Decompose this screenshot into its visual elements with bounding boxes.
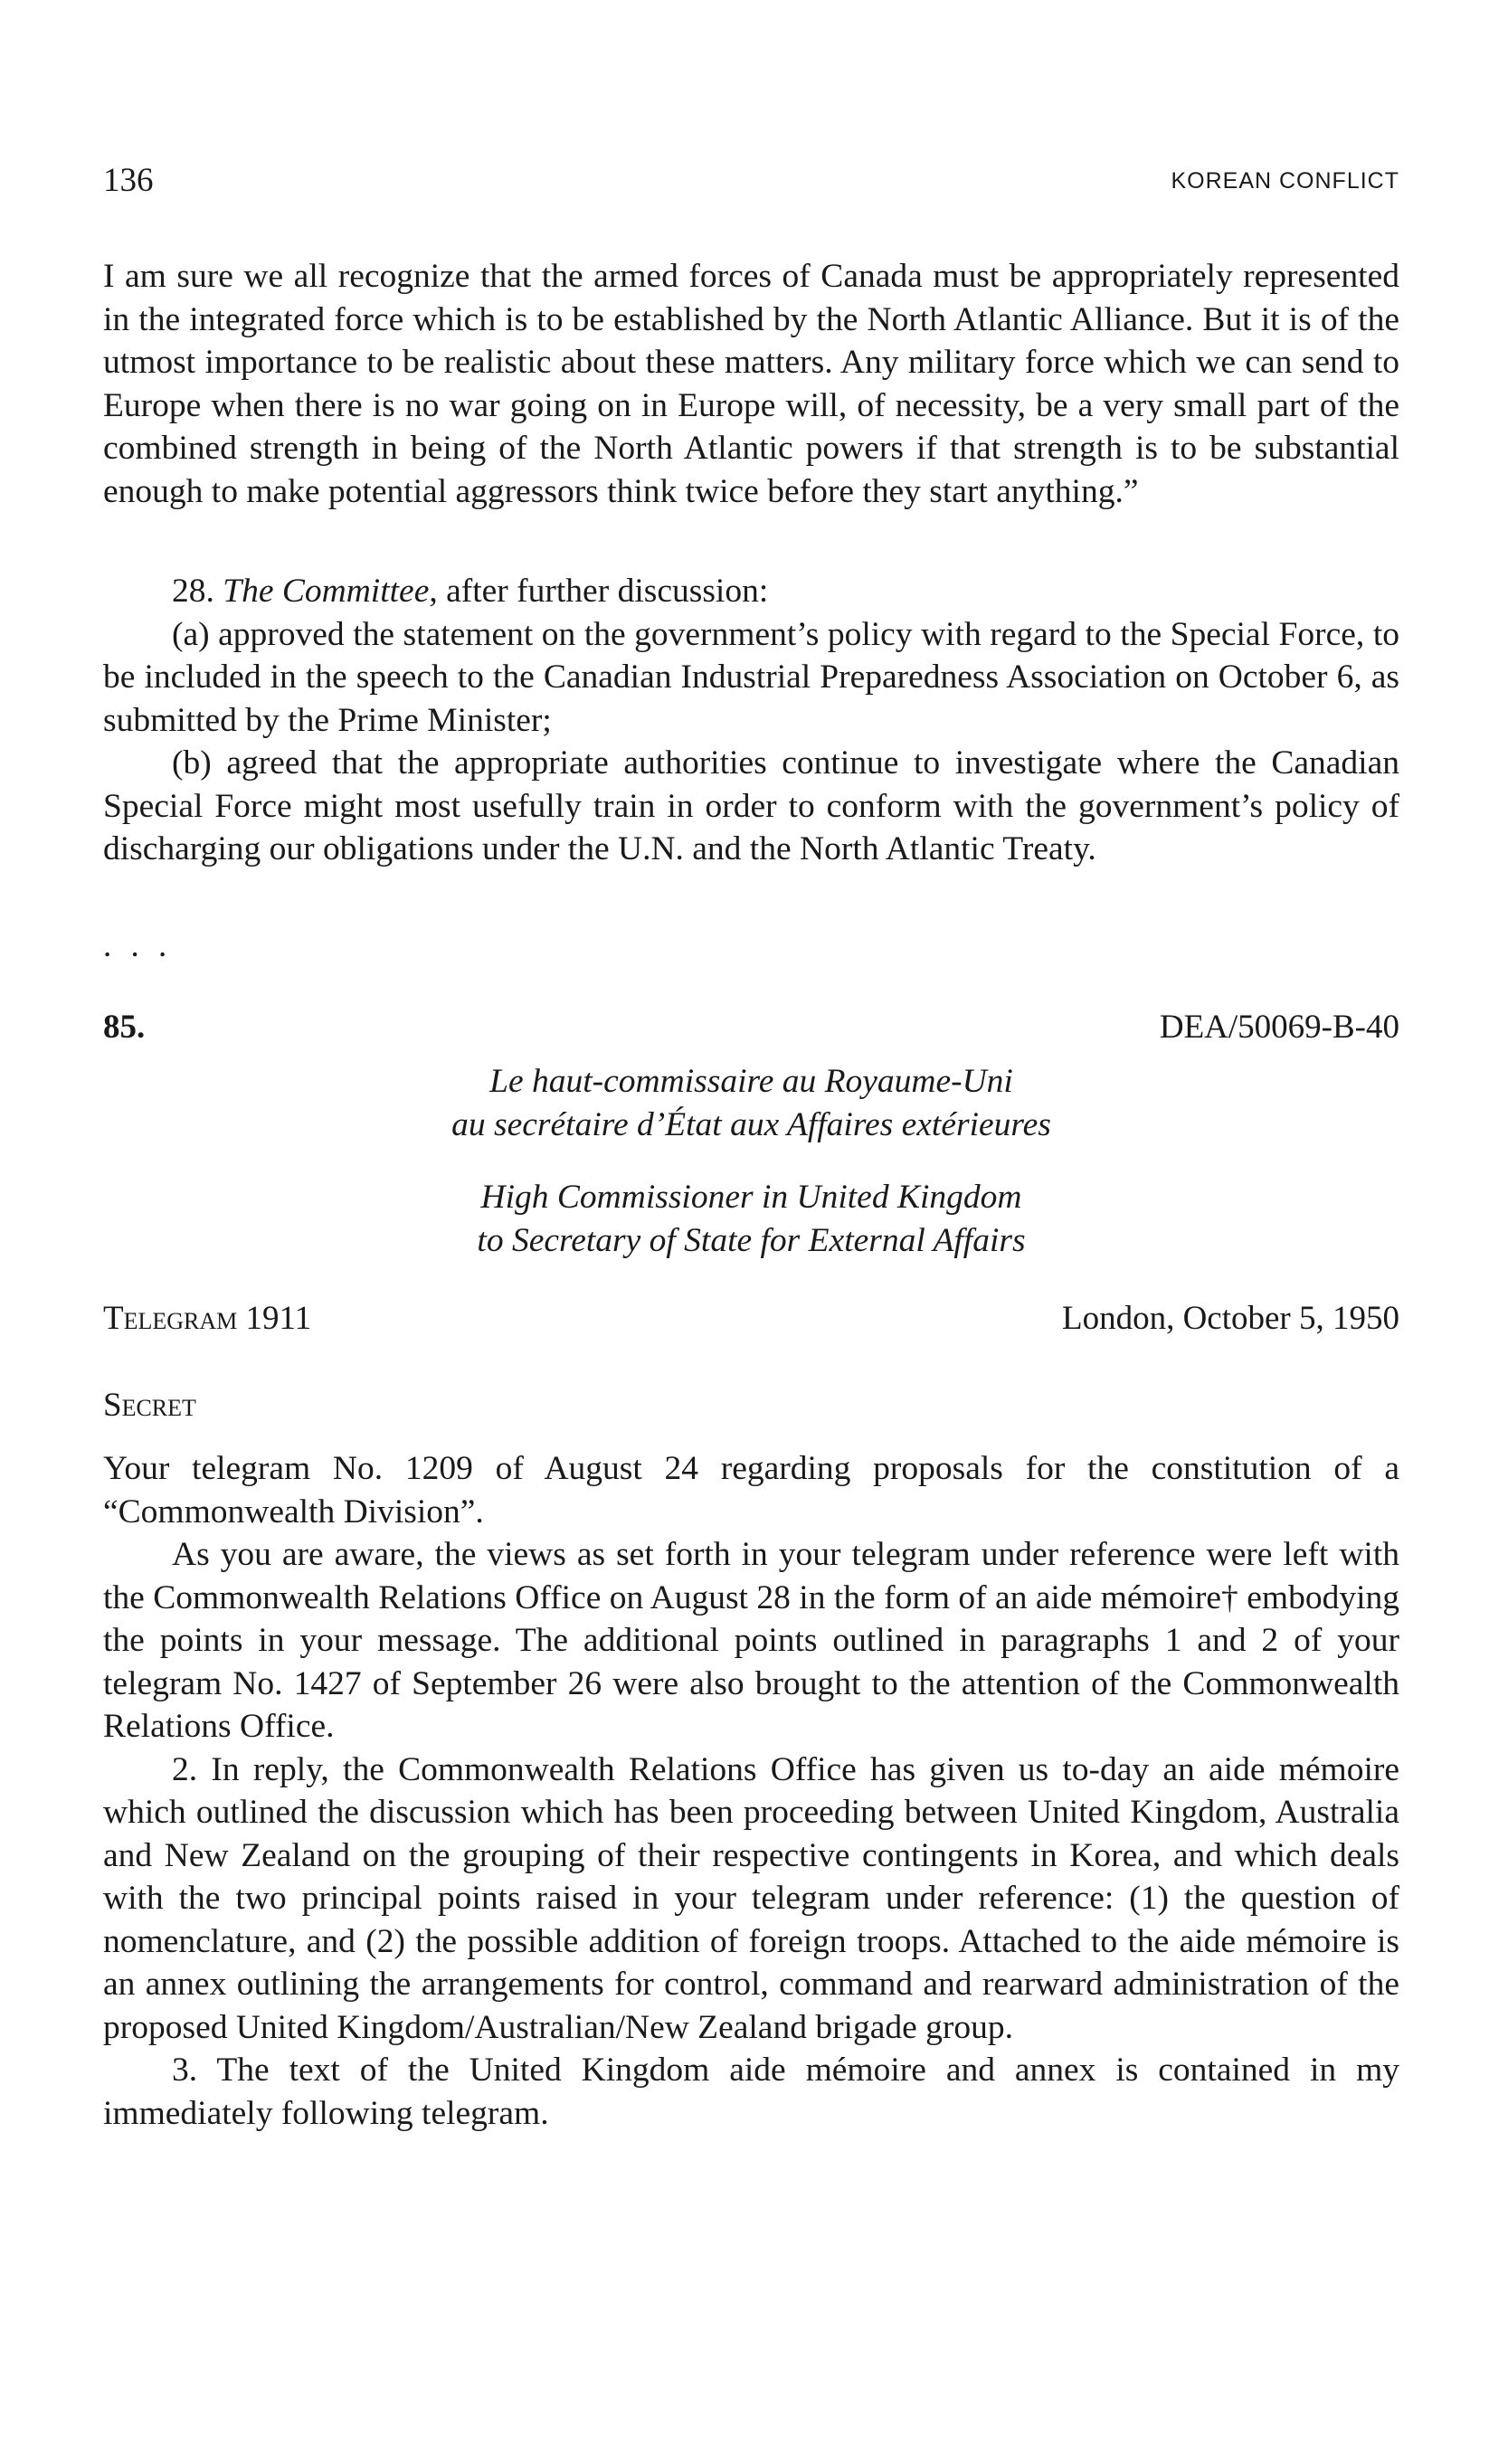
decision-item-a: (a) approved the statement on the government’s policy with regard to the Special Force, to be included in the speech to the Canadian Industrial Preparedness Association on October 6, as submitted by the Prime Minister; xyxy=(103,615,1399,739)
omission-ellipsis: . . . xyxy=(103,927,173,964)
telegram-info-row xyxy=(103,1299,1399,1344)
committee-intro xyxy=(103,570,1399,613)
telegram-paragraph: 2. In reply, the Commonwealth Relations Office has given us to-day an aide mémoire which outlined the discussion which has been proceeding between United Kingdom, Australia and New Zealand on the grouping of their respective contingents in Korea, and which deals with the two principal points raised in your telegram under reference: (1) the question of nomenclature, and (2) the possible addition of foreign troops. Attached to the aide mémoire is an annex outlining the arrangements for control, command and rearward administration of the proposed United Kingdom/Australian/New Zealand brigade group. xyxy=(103,1750,1399,2046)
committee-lead: , after further discussion: xyxy=(429,573,769,610)
archive-reference: DEA/50069-B-40 xyxy=(1159,1009,1399,1046)
committee-decision xyxy=(103,570,1399,871)
title-french-line: au secrétaire d’État aux Affaires extérieures xyxy=(451,1106,1051,1143)
telegram-paragraph: 3. The text of the United Kingdom aide mémoire and annex is contained in my immediately following telegram. xyxy=(103,2052,1399,2132)
document-title-french xyxy=(103,1060,1399,1147)
running-header xyxy=(103,161,1399,206)
title-english-line: to Secretary of State for External Affairs xyxy=(477,1222,1026,1259)
document-header xyxy=(103,1008,1399,1053)
security-classification: Secret xyxy=(103,1387,196,1424)
telegram-number: Telegram 1911 xyxy=(103,1300,312,1337)
committee-subject: The Committee xyxy=(223,573,430,610)
document-title-english xyxy=(103,1176,1399,1263)
quotation-paragraph xyxy=(103,255,1399,513)
decision-item-b: (b) agreed that the appropriate authorities continue to investigate where the Canadian Special Force might most usefully train in order to conform with the government’s policy of discharging our obligations under the U.N. and the North Atlantic Treaty. xyxy=(103,744,1399,867)
title-english-line: High Commissioner in United Kingdom xyxy=(480,1179,1022,1216)
page-number: 136 xyxy=(103,162,154,199)
telegram-paragraph: Your telegram No. 1209 of August 24 regarding proposals for the constitution of a “Commonwealth Division”. xyxy=(103,1450,1399,1531)
title-french-line: Le haut-commissaire au Royaume-Uni xyxy=(489,1063,1013,1100)
document-number: 85. xyxy=(103,1009,146,1046)
telegram-paragraph: As you are aware, the views as set forth in your telegram under reference were left with the Commonwealth Relations Office on August 28 in the form of an aide mémoire† embodying the points in your message. The additional points outlined in paragraphs 1 and 2 of your telegram No. 1427 of September 26 were also brought to the attention of the Commonwealth Relations Office. xyxy=(103,1536,1399,1745)
running-header-title: KOREAN CONFLICT xyxy=(1171,168,1399,194)
place-date: London, October 5, 1950 xyxy=(1061,1300,1399,1337)
telegram-body xyxy=(103,1447,1399,2135)
paragraph-number: 28. xyxy=(172,573,214,610)
quote-text: I am sure we all recognize that the armed forces of Canada must be appropriately represented in the integrated force which is to be established by the North Atlantic Alliance. But it is of the utmost importance to be realistic about these matters. Any military force which we can send to Europe when there is no war going on in Europe will, of necessity, be a very small part of the combined strength in being of the North Atlantic powers if that strength is to be substantial enough to make potential aggressors think twice before they start anything.” xyxy=(103,258,1399,510)
